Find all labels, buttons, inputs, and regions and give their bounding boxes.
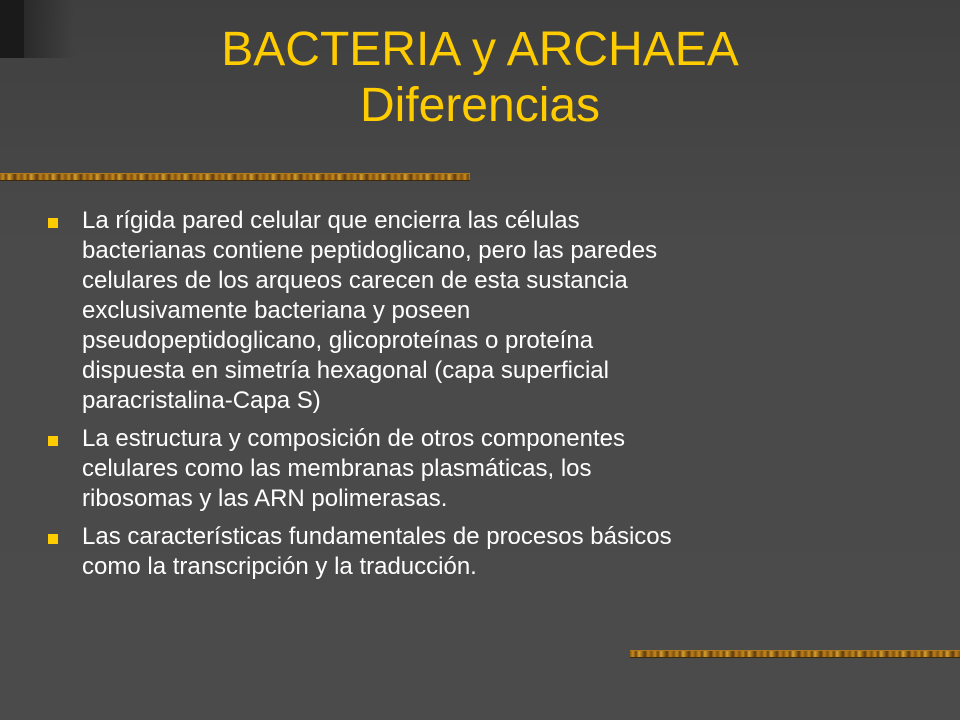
bullet-item-basic-processes xyxy=(48,522,928,582)
bullet-line: dispuesta en simetría hexagonal (capa superficial xyxy=(82,357,609,384)
bullet-line: celulares como las membranas plasmáticas, los xyxy=(82,455,592,482)
bullet-item-cell-wall xyxy=(48,206,928,416)
bullet-list xyxy=(48,206,928,590)
decorative-stripe-bottom xyxy=(630,650,960,658)
bullet-line: bacterianas contiene peptidoglicano, pero las paredes xyxy=(82,237,658,264)
bullet-line: pseudopeptidoglicano, glicoproteínas o proteína xyxy=(82,327,594,354)
bullet-item-cell-components xyxy=(48,424,928,514)
square-bullet-icon xyxy=(48,436,58,446)
square-bullet-icon xyxy=(48,534,58,544)
decorative-stripe-top xyxy=(0,173,470,181)
bullet-line: celulares de los arqueos carecen de esta sustancia xyxy=(82,267,628,294)
bullet-line: Las características fundamentales de procesos básicos xyxy=(82,523,672,550)
bullet-line: exclusivamente bacteriana y poseen xyxy=(82,297,471,324)
title-line-1: BACTERIA y ARCHAEA xyxy=(221,23,739,76)
bullet-line: La estructura y composición de otros componentes xyxy=(82,425,625,452)
bullet-line: La rígida pared celular que encierra las células xyxy=(82,207,580,234)
slide-title xyxy=(0,22,960,134)
square-bullet-icon xyxy=(48,218,58,228)
bullet-line: paracristalina-Capa S) xyxy=(82,387,321,414)
bullet-line: ribosomas y las ARN polimerasas. xyxy=(82,485,448,512)
bullet-line: como la transcripción y la traducción. xyxy=(82,553,477,580)
title-line-2: Diferencias xyxy=(359,79,601,132)
